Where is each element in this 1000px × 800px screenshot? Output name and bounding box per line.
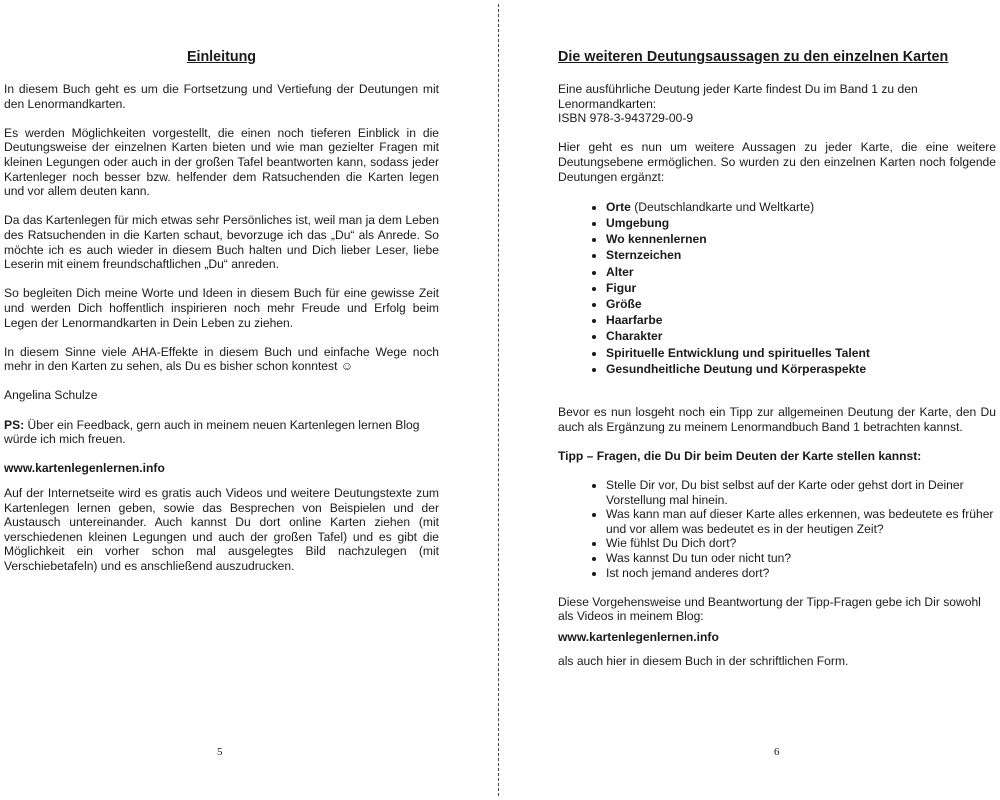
postscript [4,418,439,447]
paragraph: So begleiten Dich meine Worte und Ideen in diesem Buch für eine gewisse Zeit und werden Dich hoffentlich inspirieren noch mehr Freude und Erfolg beim Legen der Lenormandkarten in Dein Leben zu ziehen. [4,286,439,330]
paragraph: Diese Vorgehensweise und Beantwortung der Tipp-Fragen gebe ich Dir sowohl als Videos in meinem Blog: [558,594,981,624]
paragraph: Es werden Möglichkeiten vorgestellt, die einen noch tieferen Einblick in die Deutungsweise der einzelnen Karten bieten und wie man gezielter Fragen mit kleinen Legungen oder auch in der großen Tafel beantworten kann, sodass jeder Kartenleger noch besser bzw. helfender dem Ratsuchenden die Karten legen und vor allem deuten kann. [4,125,439,199]
list-item: • Orte (Deutschlandkarte und Weltkarte) [606,199,996,215]
list-item: • Umgebung [606,215,996,231]
interpretation-list [558,199,996,377]
list-item: • Spirituelle Entwicklung und spirituelles Talent [606,345,996,361]
list-item: • Figur [606,280,996,296]
list-item: • Charakter [606,328,996,344]
tip-heading: Tipp – Fragen, die Du Dir beim Deuten der Karte stellen kannst: [558,448,922,463]
left-page-content [4,48,439,588]
tip-list [558,478,996,580]
right-page-content [558,48,996,684]
page-divider [498,4,499,796]
paragraph: Bevor es nun losgeht noch ein Tipp zur allgemeinen Deutung der Karte, den Du auch als Ergänzung zu meinem Lenormandbuch Band 1 betrachten kannst. [558,404,996,434]
list-item: • Haarfarbe [606,312,996,328]
list-item: • Gesundheitliche Deutung und Körperaspekte [606,361,996,377]
isbn: ISBN 978-3-943729-00-9 [558,111,694,126]
left-page [0,0,497,800]
page-title: Einleitung [186,49,257,65]
paragraph: Auf der Internetseite wird es gratis auch Videos und weitere Deutungstexte zum Kartenlegen lernen geben, sowie das Besprechen von Beispielen und der Austausch untereinander. Auch kannst Du dort online Karten ziehen (mit verschiedenen kleinen Legungen und auch der großen Tafel) und es gibt die Möglichkeit ein vorher schon mal ausgelegtes Bild nachzulegen (mit Verschiebetafeln) und es anschließend auszudrucken. [4,486,439,573]
right-page [502,0,1000,800]
paragraph: Eine ausführliche Deutung jeder Karte findest Du im Band 1 zu den Lenormandkarten: [558,82,918,111]
list-item: • Wo kennenlernen [606,231,996,247]
list-item: • Ist noch jemand anderes dort? [606,566,996,581]
website-url: www.kartenlegenlernen.info [558,629,719,644]
paragraph: als auch hier in diesem Buch in der schriftlichen Form. [558,654,849,669]
page-title: Die weiteren Deutungsaussagen zu den einzelnen Karten [558,49,949,65]
list-item: • Stelle Dir vor, Du bist selbst auf der Karte oder gehst dort in Deiner Vorstellung mal hinein. [606,478,996,507]
ps-text: Über ein Feedback, gern auch in meinem neuen Kartenlegen lernen Blog würde ich mich freuen. [4,417,420,447]
author-signature: Angelina Schulze [4,388,98,403]
website-url: www.kartenlegenlernen.info [4,461,165,476]
paragraph: Da das Kartenlegen für mich etwas sehr Persönliches ist, weil man ja dem Leben des Ratsuchenden in die Karten schaut, bevorzuge ich das „Du“ als Anrede. So möchte ich es auch wieder in diesem Buch halten und Dich lieber Leser, liebe Leserin mit einem freundschaftlichen „Du“ anreden. [4,213,439,272]
page-number: 5 [217,746,223,758]
list-item: • Größe [606,296,996,312]
list-item: • Was kann man auf dieser Karte alles erkennen, was bedeutete es früher und vor allem was bedeutet es in der heutigen Zeit? [606,507,996,536]
ps-label: PS: [4,417,25,432]
list-item: • Was kannst Du tun oder nicht tun? [606,551,996,566]
paragraph: Hier geht es nun um weitere Aussagen zu jeder Karte, die eine weitere Deutungsebene ermöglichen. So wurden zu den einzelnen Karten noch folgende Deutungen ergänzt: [558,140,996,184]
paragraph: In diesem Buch geht es um die Fortsetzung und Vertiefung der Deutungen mit den Lenormandkarten. [4,82,439,111]
list-item: • Wie fühlst Du Dich dort? [606,536,996,551]
page-number: 6 [774,746,780,758]
list-item: • Sternzeichen [606,247,996,263]
list-item: • Alter [606,264,996,280]
paragraph: In diesem Sinne viele AHA-Effekte in diesem Buch und einfache Wege noch mehr in den Karten zu sehen, als Du es bisher schon konntest ☺ [4,344,439,374]
